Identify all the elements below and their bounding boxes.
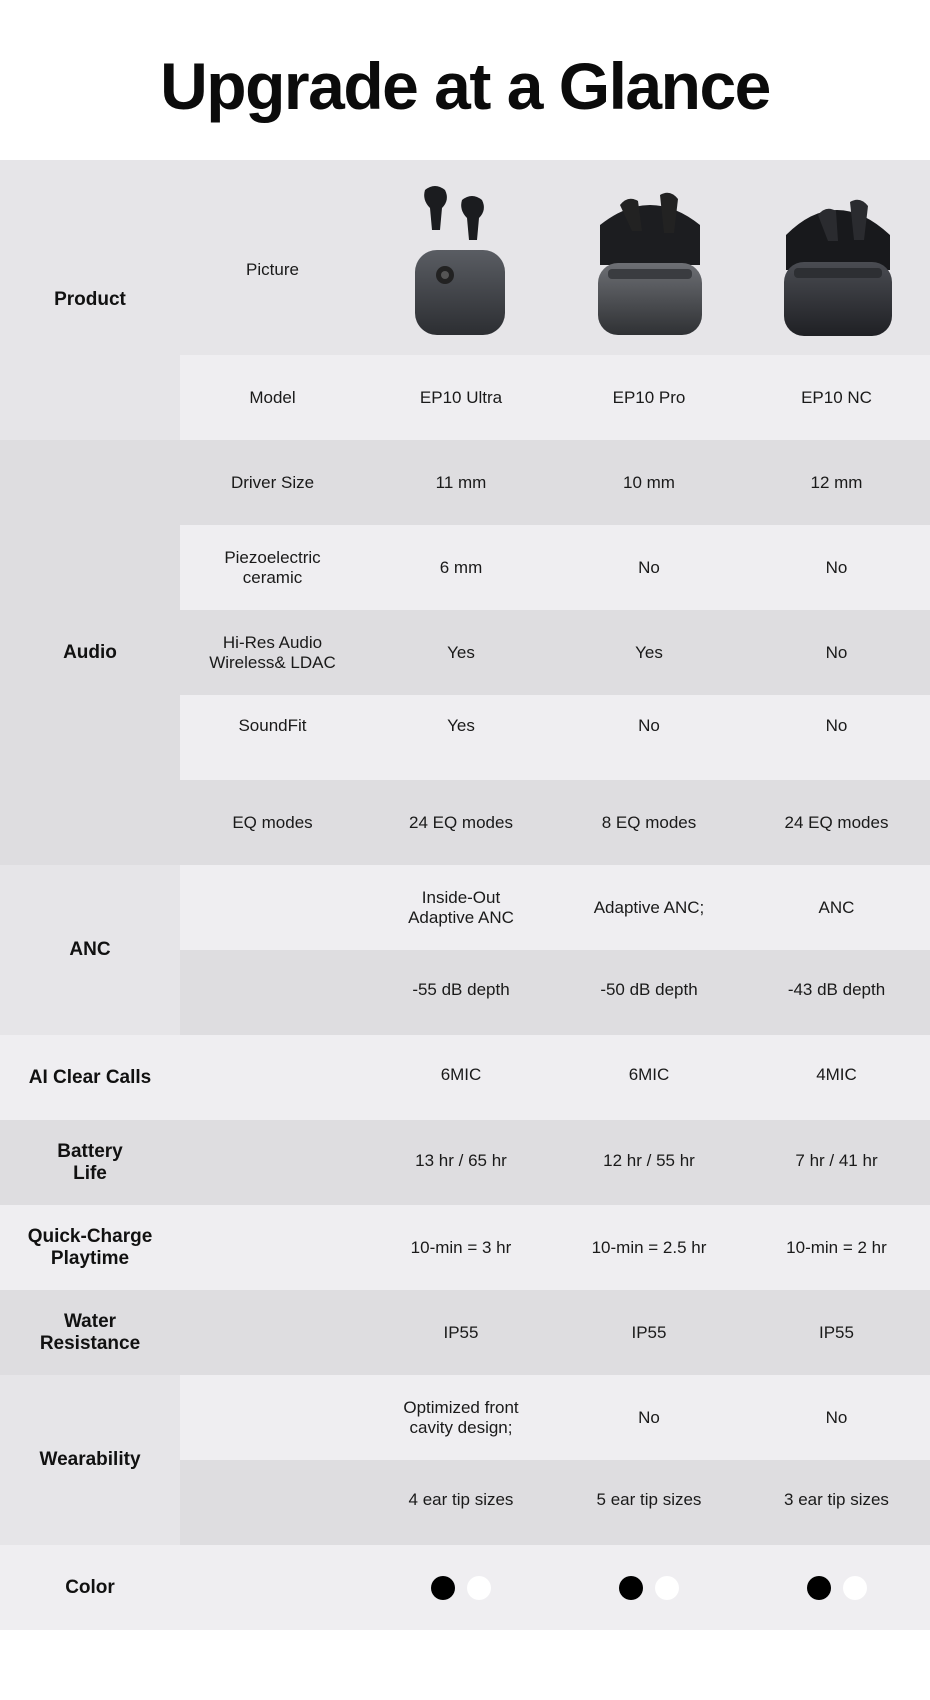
battery-ultra: 13 hr / 65 hr [415,1151,507,1170]
soundfit-label: SoundFit [238,716,307,735]
driver-pro: 10 mm [623,472,675,492]
wear2-pro: 5 ear tip sizes [596,1490,702,1509]
hires-pro: Yes [635,642,663,662]
model-label: Model [249,387,296,407]
wear1-nc: No [825,1407,848,1427]
color-nc [743,1545,930,1630]
color-swatch-black[interactable] [619,1576,643,1600]
hires-label: Hi-Res Audio Wireless& LDAC [209,632,336,672]
category-quick: Quick-Charge Playtime [27,1225,153,1269]
water-pro: IP55 [631,1322,667,1342]
eq-ultra: 24 EQ modes [409,812,513,832]
hires-ultra: Yes [447,642,475,662]
soundfit-ultra: Yes [447,716,475,735]
anc1-nc: ANC [818,897,855,917]
driver-nc: 12 mm [810,472,863,492]
wear1-pro: No [638,1407,660,1427]
color-swatch-black[interactable] [431,1576,455,1600]
category-anc: ANC [0,865,180,1035]
anc2-nc: -43 dB depth [787,980,886,999]
hires-nc: No [825,642,848,662]
category-battery: Battery Life [57,1140,123,1184]
color-swatch-white[interactable] [655,1576,679,1600]
quick-ultra: 10-min = 3 hr [410,1237,512,1257]
model-nc: EP10 NC [801,387,872,407]
earbuds-pro-image [590,185,710,340]
piezo-pro: No [638,557,660,577]
battery-nc: 7 hr / 41 hr [795,1151,878,1170]
quick-nc: 10-min = 2 hr [786,1237,887,1257]
piezo-label: Piezoelectric ceramic [224,547,321,587]
quick-pro: 10-min = 2.5 hr [591,1237,707,1257]
color-swatch-white[interactable] [843,1576,867,1600]
battery-pro: 12 hr / 55 hr [603,1151,695,1170]
eq-nc: 24 EQ modes [784,812,889,832]
category-audio: Audio [0,440,180,865]
model-pro: EP10 Pro [612,387,686,407]
earbuds-nc-image [778,190,898,340]
eq-label: EQ modes [232,812,313,832]
piezo-nc: No [825,557,848,577]
category-wear: Wearability [0,1375,180,1545]
water-nc: IP55 [819,1322,854,1342]
anc2-pro: -50 dB depth [600,980,698,999]
driver-ultra: 11 mm [435,472,487,492]
calls-nc: 4MIC [816,1065,857,1084]
piezo-ultra: 6 mm [439,557,483,577]
driver-label: Driver Size [230,472,315,492]
category-water: Water Resistance [39,1310,141,1354]
color-ultra [367,1545,555,1630]
soundfit-pro: No [638,716,660,735]
calls-ultra: 6MIC [440,1065,482,1084]
color-swatch-white[interactable] [467,1576,491,1600]
anc1-ultra: Inside-Out Adaptive ANC [408,887,514,927]
wear2-ultra: 4 ear tip sizes [408,1490,514,1509]
model-ultra: EP10 Ultra [419,387,503,407]
calls-pro: 6MIC [628,1065,670,1084]
water-ultra: IP55 [443,1322,479,1342]
wear1-ultra: Optimized front cavity design; [403,1397,519,1437]
page-title: Upgrade at a Glance [160,49,770,123]
eq-pro: 8 EQ modes [601,812,697,832]
picture-label: Picture [246,260,299,279]
category-product: Product [0,160,180,440]
category-calls: AI Clear Calls [28,1066,152,1088]
soundfit-nc: No [825,716,848,735]
anc2-ultra: -55 dB depth [412,980,510,999]
color-swatch-black[interactable] [807,1576,831,1600]
color-pro [555,1545,743,1630]
earbuds-ultra-image [400,180,520,340]
category-color: Color [65,1576,115,1598]
anc1-pro: Adaptive ANC; [593,897,705,917]
wear2-nc: 3 ear tip sizes [784,1490,889,1509]
